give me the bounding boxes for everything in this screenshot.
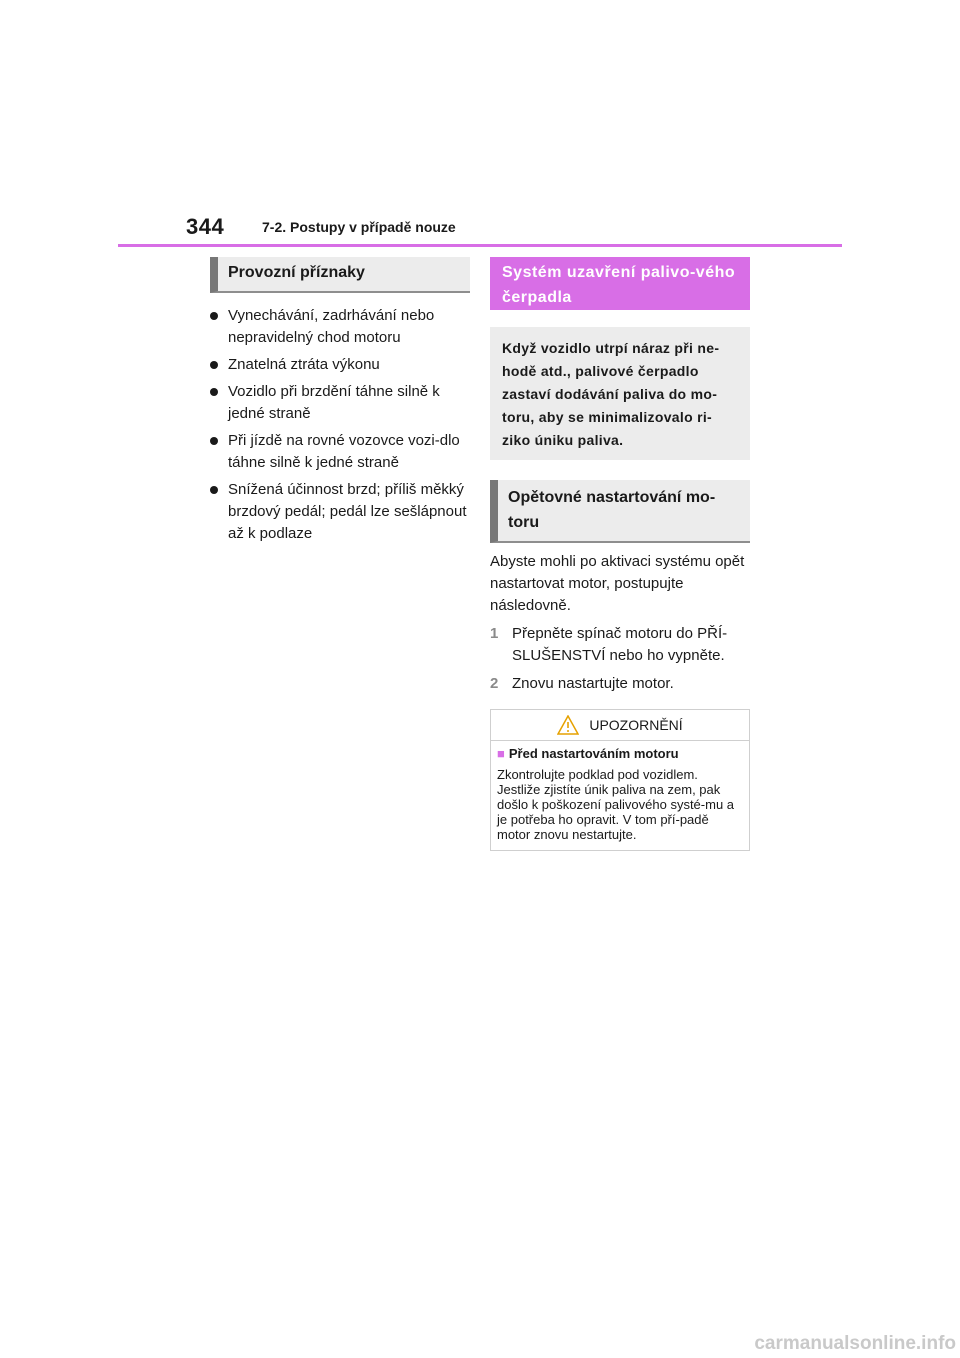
- heading-fuel-pump-shutoff: Systém uzavření palivo-vého čerpadla: [490, 257, 750, 310]
- caution-text: Zkontrolujte podklad pod vozidlem. Jestliže zjistíte únik paliva na zem, pak došlo k poškození palivového systé-mu a je potřeba ho opravit. V tom pří-padě motor znovu nestartujte.: [497, 767, 735, 842]
- bullet-icon: [210, 312, 218, 320]
- caution-subheading-text: Před nastartováním motoru: [508, 746, 679, 761]
- bullet-icon: [210, 388, 218, 396]
- bullet-icon: [210, 437, 218, 445]
- header-rule: [118, 244, 842, 247]
- heading-operating-symptoms: Provozní příznaky: [210, 257, 470, 293]
- list-item-text: Snížená účinnost brzd; příliš měkký brzdový pedál; pedál lze sešlápnout až k podlaze: [228, 481, 467, 542]
- list-item: [210, 381, 470, 425]
- list-item: [210, 430, 470, 474]
- page-number: 344: [186, 214, 225, 239]
- list-item: [210, 479, 470, 545]
- step-item: [490, 623, 750, 667]
- caution-subheading: [497, 745, 743, 763]
- list-item-text: Vozidlo při brzdění táhne silně k jedné straně: [228, 383, 440, 422]
- intro-paragraph: Abyste mohli po aktivaci systému opět nastartovat motor, postupujte následovně.: [490, 553, 745, 614]
- list-item-text: Při jízdě na rovné vozovce vozi-dlo táhne silně k jedné straně: [228, 432, 460, 471]
- square-bullet-icon: ■: [497, 746, 505, 761]
- caution-body: [491, 741, 749, 850]
- list-item-text: Vynechávání, zadrhávání nebo nepravidelný chod motoru: [228, 307, 435, 346]
- step-number: 1: [490, 625, 499, 642]
- caution-title: UPOZORNĚNÍ: [589, 717, 683, 733]
- left-column: [210, 257, 470, 550]
- list-item: [210, 305, 470, 349]
- step-text: Přepněte spínač motoru do PŘÍ-SLUŠENSTVÍ nebo ho vypněte.: [512, 625, 728, 664]
- warning-triangle-icon: [557, 715, 579, 735]
- spacer: [490, 460, 750, 480]
- step-list: [490, 623, 750, 695]
- step-number: 2: [490, 675, 499, 692]
- step-text: Znovu nastartujte motor.: [512, 675, 674, 692]
- list-item-text: Znatelná ztráta výkonu: [228, 356, 380, 373]
- step-item: [490, 673, 750, 695]
- summary-box: Když vozidlo utrpí náraz při ne-hodě atd., palivové čerpadlo zastaví dodávání paliva do mo-toru, aby se minimalizovalo ri-ziko úniku paliva.: [490, 327, 750, 460]
- heading-restart-engine: Opětovné nastartování mo-toru: [490, 480, 750, 543]
- watermark: carmanualsonline.info: [754, 1333, 956, 1354]
- bullet-icon: [210, 486, 218, 494]
- symptom-list: [210, 305, 470, 545]
- caution-header: [491, 710, 749, 741]
- caution-box: [490, 709, 750, 851]
- right-column: [490, 257, 750, 851]
- section-title: 7-2. Postupy v případě nouze: [262, 219, 456, 235]
- bullet-icon: [210, 361, 218, 369]
- list-item: [210, 354, 470, 376]
